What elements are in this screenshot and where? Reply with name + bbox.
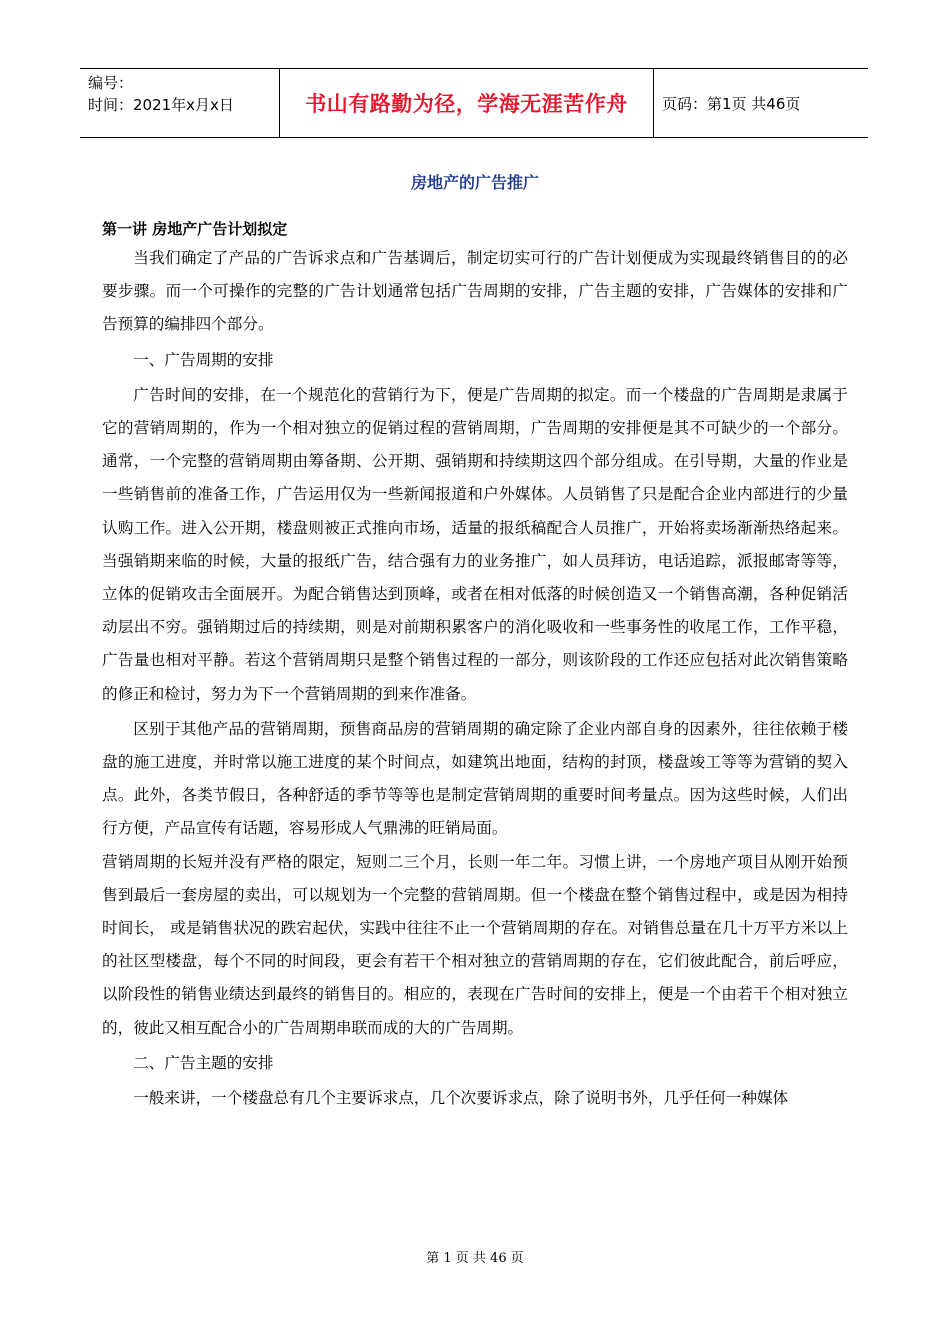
page-footer: 第 1 页 共 46 页 — [426, 1251, 524, 1266]
header-page-code: 页码：第1页 共46页 — [662, 94, 801, 113]
section-heading-2: 二、广告主题的安排 — [133, 1053, 274, 1072]
paragraph-theme: 一般来讲，一个楼盘总有几个主要诉求点，几个次要诉求点，除了说明书外，几乎任何一种媒体 — [133, 1089, 789, 1108]
paragraph-cycle: 广告时间的安排，在一个规范化的营销行为下，便是广告周期的拟定。而一个楼盘的广告周期是隶属于它的营销周期的，作为一个相对独立的促销过程的营销周期，广告周期的安排便是其不可缺少的一个部分。 通常，一个完整的营销周期由筹备期、公开期、强销期和持续期这四个部分组成。在引导期，大量的作业是一些销售前的准备工作，广告运用仅为一些新闻报道和户外媒体。人员销售了只是配合企业内部进行的少量认购工作。进入公开期，楼盘则被正式推向市场，适量的报纸稿配合人员推广，开始将卖场渐渐热络起来。当强销期来临的时候，大量的报纸广告，结合强有力的业务推广，如人员拜访，电话追踪，派报邮寄等等，立体的促销攻击全面展开。为配合销售达到顶峰，或者在相对低落的时候创造又一个销售高潮，各种促销活动层出不穷。强销期过后的持续期，则是对前期积累客户的消化吸收和一些事务性的收尾工作，工作平稳，广告量也相对平静。若这个营销周期只是整个销售过程的一部分，则该阶段的工作还应包括对此次销售策略的修正和检讨，努力为下一个营销周期的到来作准备。 — [102, 385, 848, 703]
section-heading-1: 一、广告周期的安排 — [133, 350, 274, 369]
header-meta — [80, 69, 280, 137]
lecture-heading: 第一讲 房地产广告计划拟定 — [102, 220, 288, 238]
paragraph-intro: 当我们确定了产品的广告诉求点和广告基调后，制定切实可行的广告计划便成为实现最终销售目的的必要步骤。而一个可操作的完整的广告计划通常包括广告周期的安排，广告主题的安排，广告媒体的安排和广告预算的编排四个部分。 — [102, 249, 848, 334]
document-title: 房地产的广告推广 — [410, 173, 539, 192]
header-motto: 书山有路勤为径，学海无涯苦作舟 — [280, 69, 654, 137]
document-body — [102, 218, 848, 1115]
paragraph-duration: 营销周期的长短并没有严格的限定，短则二三个月，长则一年二年。习惯上讲，一个房地产项目从刚开始预售到最后一套房屋的卖出，可以规划为一个完整的营销周期。但一个楼盘在整个销售过程中，或是因为相持时间长， 或是销售状况的跌宕起伏，实践中往往不止一个营销周期的存在。对销售总量在几十万平方米以上的社区型楼盘，每个不同的时间段，更会有若干个相对独立的营销周期的存在，它们彼此配合，前后呼应，以阶段性的销售业绩达到最终的销售目的。相应的，表现在广告时间的安排上，便是一个由若干个相对独立的，彼此又相互配合小的广告周期串联而成的大的广告周期。 — [102, 852, 848, 1037]
time-label: 时间：2021年x月x日 — [88, 96, 234, 114]
page-header — [80, 68, 868, 138]
number-label: 编号： — [88, 74, 134, 92]
paragraph-presale: 区别于其他产品的营销周期，预售商品房的营销周期的确定除了企业内部自身的因素外，往往依赖于楼盘的施工进度，并时常以施工进度的某个时间点，如建筑出地面，结构的封顶，楼盘竣工等等为营销的契入点。此外，各类节假日，各种舒适的季节等等也是制定营销周期的重要时间考量点。因为这些时候，人们出行方便，产品宣传有话题，容易形成人气鼎沸的旺销局面。 — [102, 719, 848, 838]
